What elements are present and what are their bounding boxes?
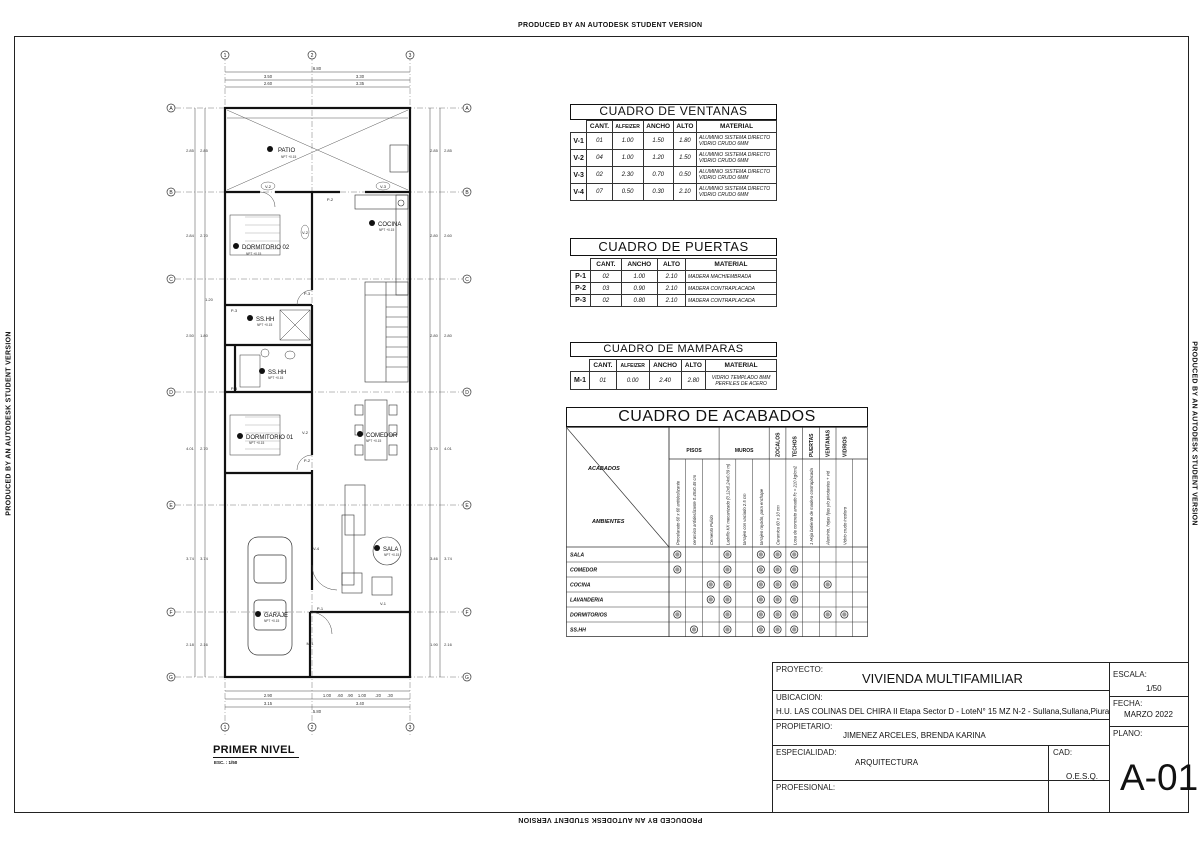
acabados-group-zocalos: ZOCALOS: [775, 432, 782, 457]
acabados-mark-fill: [792, 627, 796, 631]
floor-plan: [150, 45, 485, 745]
acabados-group-puertas: PUERTAS: [808, 433, 815, 457]
plan-title: PRIMER NIVEL: [213, 744, 299, 758]
propietario-value: JIMENEZ ARCELES, BRENDA KARINA: [843, 731, 986, 740]
tag-v2-b: V-2: [301, 230, 309, 235]
acabados-row-comedor: COMEDOR: [570, 567, 598, 574]
mamparas-title: CUADRO DE MAMPARAS: [570, 342, 777, 357]
axis-G-left: G: [169, 675, 173, 681]
acabados-mark-fill: [775, 597, 779, 601]
acabados-mark-fill: [792, 552, 796, 556]
axis-A-right: A: [465, 106, 469, 112]
puertas-h-ancho: ANCHO: [621, 259, 657, 271]
dim-bottom-c: .60: [337, 693, 343, 698]
axis-1-top: 1: [223, 53, 227, 59]
room-comedor: COMEDOR: [366, 433, 398, 439]
acabados-mark-fill: [775, 582, 779, 586]
watermark-top: PRODUCED BY AN AUTODESK STUDENT VERSION: [518, 22, 703, 29]
room-cocina: COCINA: [378, 222, 402, 228]
ventanas-h-material: MATERIAL: [697, 121, 777, 133]
acabados-title: CUADRO DE ACABADOS: [566, 407, 868, 427]
acabados-mark-fill: [725, 567, 729, 571]
dim-bottom-g: .30: [387, 693, 393, 698]
dim-leftin-2: 2.70: [200, 233, 208, 238]
ventanas-table: CANT. ALFEIZER ANCHO ALTO MATERIAL V-1 01 1.00 1.50 1.80 ALUMINIO SISTEMA DIRECTO VIDRIO CRUDO 6MM V-2 04 1.00 1.20 1.50 ALUMINIO SISTEMA DIRECTO VIDRIO CRUDO 6MM V-3 02 2.30 0.70 0.50 ALUMINIO SISTEMA DIRECTO VIDRIO CRUDO 6MM V-4 07 0.50 0.30 2.10 ALUMINIO SISTEMA DIRECTO VIDRIO CRUDO 6MM: [570, 120, 777, 201]
escala-value: 1/50: [1146, 684, 1162, 693]
acabados-sub-5: tarrajeo rayado, para enchape: [758, 488, 764, 545]
dim-left-1: 2.85: [186, 148, 194, 153]
dim-leftin-6: 3.74: [200, 556, 208, 561]
acabados-sub-8: 1 Hoja batiente de madera contraplacada: [808, 468, 814, 545]
acabados-mark-fill: [709, 597, 713, 601]
ventanas-title: CUADRO DE VENTANAS: [570, 104, 777, 120]
dim-left-5: 3.74: [186, 556, 194, 561]
axis-C-left: C: [169, 277, 173, 283]
acabados-sub-9: Aluminio, hojas fijas y/o pivotantes + vid: [825, 470, 831, 545]
dim-rightout-2: 2.60: [444, 233, 452, 238]
acabados-sub-0: Porcelanato 60 x 60 antideslizante: [675, 480, 681, 545]
npt-sshh-1: NPT +0.15: [257, 323, 273, 327]
watermark-left: PRODUCED BY AN AUTODESK STUDENT VERSION: [5, 331, 13, 516]
axis-3-bottom: 3: [408, 725, 412, 731]
dim-rightin-5: 3.46: [430, 556, 438, 561]
acabados-group-ventanas: VENTANAS: [825, 429, 832, 457]
ventanas-h-cant: CANT.: [587, 121, 612, 133]
acabados-mark-fill: [725, 582, 729, 586]
room-sala: SALA: [383, 547, 399, 553]
room-dormitorio-2: DORMITORIO 02: [242, 245, 290, 251]
room-garaje: GARAJE: [264, 613, 289, 619]
dim-bottom-d: .90: [347, 693, 353, 698]
dim-leftin-1: 2.85: [200, 148, 208, 153]
acabados-mark-fill: [725, 552, 729, 556]
acabados-mark-fill: [775, 567, 779, 571]
acabados-row-cocina: COCINA: [570, 582, 591, 589]
acabados-group-techos: TECHOS: [792, 436, 799, 457]
acabados-mark-fill: [675, 567, 679, 571]
dim-rightin-2: 2.80: [430, 233, 438, 238]
mamparas-table: CANT. ALFEIZER ANCHO ALTO MATERIAL M-1 01 0.00 2.40 2.80 VIDRIO TEMPLADO 8MM PERFILES DE ACERO: [570, 359, 777, 390]
npt-sala: NPT +0.15: [384, 553, 400, 557]
ventanas-code: V-4: [571, 184, 587, 201]
acabados-group-muros: MUROS: [734, 448, 754, 454]
axis-C-right: C: [465, 277, 469, 283]
acabados-mark-fill: [792, 597, 796, 601]
dim-leftin-5: 2.70: [200, 446, 208, 451]
acabados-sub-2: Cemento Pulido: [708, 515, 714, 545]
acabados-corner-top: ACABADOS: [588, 466, 620, 472]
npt-cocina: NPT +0.15: [379, 228, 395, 232]
room-sshh-2: SS.HH: [268, 370, 287, 376]
dim-bottom-b: 1.00: [322, 693, 332, 698]
acabados-mark-fill: [792, 612, 796, 616]
dim-left-4: 4.01: [186, 446, 194, 451]
axis-2-top: 2: [310, 53, 314, 59]
dim-top-a: 3.50: [263, 74, 273, 79]
plano-value: A-01: [1120, 757, 1199, 798]
tag-v1: V-1: [379, 601, 387, 606]
acabados-mark-fill: [725, 627, 729, 631]
acabados-sub-6: Ceramica 60 x 10 cm: [775, 505, 781, 545]
dim-bottom-a: 2.90: [263, 693, 273, 698]
acabados-mark-fill: [775, 627, 779, 631]
tag-p3-c: P-3: [230, 386, 238, 391]
axis-F-right: F: [465, 610, 469, 616]
acabados-mark-fill: [825, 582, 829, 586]
dim-left-6: 2.18: [186, 642, 194, 647]
ventanas-h-ancho: ANCHO: [643, 121, 673, 133]
acabados-mark-fill: [759, 552, 763, 556]
axis-D-right: D: [465, 390, 469, 396]
acabados-mark-fill: [775, 552, 779, 556]
dim-rightout-4: 4.01: [444, 446, 452, 451]
dim-rightout-3: 2.80: [444, 333, 452, 338]
dim-bottom-i: 3.40: [355, 701, 365, 706]
dim-leftin-3: 1.20: [205, 297, 213, 302]
watermark-bottom: PRODUCED BY AN AUTODESK STUDENT VERSION: [518, 816, 703, 823]
cad-label: CAD:: [1053, 748, 1073, 757]
puertas-h-alto: ALTO: [658, 259, 686, 271]
ventanas-code: V-3: [571, 167, 587, 184]
tag-v2-a: V-2: [264, 184, 272, 189]
fecha-label: FECHA:: [1113, 699, 1143, 708]
ubicacion-value: H.U. LAS COLINAS DEL CHIRA II Etapa Sector D - LoteN° 15 MZ N-2 - Sullana,Sullana,Piura: [776, 707, 1110, 716]
dim-top-total: 6.80: [312, 66, 322, 71]
axis-G-right: G: [465, 675, 469, 681]
npt-sshh-2: NPT +0.15: [268, 376, 284, 380]
acabados-mark-fill: [759, 597, 763, 601]
dim-top-c: 2.60: [263, 81, 273, 86]
dim-rightin-1: 2.85: [430, 148, 438, 153]
acabados-matrix: [566, 427, 868, 637]
proyecto-label: PROYECTO:: [776, 665, 823, 674]
tag-p2-a: P-2: [326, 197, 334, 202]
axis-D-left: D: [169, 390, 173, 396]
plano-label: PLANO:: [1113, 729, 1143, 738]
room-dormitorio-1: DORMITORIO 01: [246, 435, 294, 441]
acabados-row-dormitorios: DORMITORIOS: [570, 612, 608, 619]
tag-m1: M-1: [306, 641, 314, 646]
dim-bottom-f: .20: [375, 693, 381, 698]
propietario-label: PROPIETARIO:: [776, 722, 833, 731]
dim-left-2: 2.84: [186, 233, 194, 238]
axis-A-left: A: [169, 106, 173, 112]
axis-F-left: F: [169, 610, 173, 616]
acabados-sub-3: Ladrillo KK mecanizado (0.12x0.24x0.09 m): [725, 463, 731, 545]
cad-value: O.E.S.Q.: [1066, 772, 1099, 781]
acabados-sub-7: Losa de concreto armado f'c = 210 kg/cm2: [792, 465, 798, 545]
acabados-group-vidrios: VIDRIOS: [842, 436, 849, 457]
acabados-sub-10: Vidrio crudo incoloro: [842, 506, 848, 545]
acabados-mark-fill: [842, 612, 846, 616]
npt-garaje: NPT +0.15: [264, 619, 280, 623]
tag-p2-b: P-2: [303, 458, 311, 463]
acabados-mark-fill: [825, 612, 829, 616]
dim-rightout-1: 2.85: [444, 148, 452, 153]
ventanas-h-alfeizer: ALFEIZER: [612, 121, 643, 133]
puertas-h-material: MATERIAL: [685, 259, 776, 271]
acabados-sub-1: ceramico antideslizante 0.45x0.45 cm: [692, 474, 698, 545]
especialidad-value: ARQUITECTURA: [855, 758, 919, 767]
acabados-mark-fill: [792, 567, 796, 571]
acabados-mark-fill: [775, 612, 779, 616]
tag-p1: P-1: [316, 606, 324, 611]
tag-v3: V-3: [379, 184, 387, 189]
acabados-row-sala: SALA: [570, 552, 585, 559]
dim-left-3: 2.50: [186, 333, 194, 338]
dim-rightin-4: 3.70: [430, 446, 438, 451]
acabados-mark-fill: [759, 567, 763, 571]
acabados-mark-fill: [675, 612, 679, 616]
dim-leftin-4: 1.80: [200, 333, 208, 338]
acabados-row-sshh: SS.HH: [570, 627, 586, 634]
acabados-corner-bottom: AMBIENTES: [592, 519, 625, 525]
escala-label: ESCALA:: [1113, 670, 1147, 679]
dim-leftin-7: 2.16: [200, 642, 208, 647]
profesional-label: PROFESIONAL:: [776, 783, 836, 792]
room-patio: PATIO: [278, 148, 296, 154]
dim-rightout-5: 3.74: [444, 556, 452, 561]
axis-B-right: B: [465, 190, 469, 196]
npt-dormitorio-1: NPT +0.15: [249, 441, 265, 445]
dim-bottom-h: 3.15: [263, 701, 273, 706]
plan-scale: ESC. : 1/50: [214, 760, 238, 765]
axis-1-bottom: 1: [223, 725, 227, 731]
puertas-table: CANT. ANCHO ALTO MATERIAL P-1 02 1.00 2.10 MADERA MACHIEMBRADA P-2 03 0.90 2.10 MADERA CONTRAPLACADA P-3 02 0.80 2.10 MADERA CONTRAPLACADA: [570, 258, 777, 307]
proyecto-value: VIVIENDA MULTIFAMILIAR: [862, 671, 1023, 686]
ventanas-code: V-1: [571, 133, 587, 150]
acabados-mark-fill: [709, 582, 713, 586]
acabados-mark-fill: [725, 597, 729, 601]
dim-rightin-6: 1.90: [430, 642, 438, 647]
axis-E-left: E: [169, 503, 173, 509]
acabados-group-pisos: PISOS: [686, 448, 702, 454]
tag-v4: V-4: [312, 546, 320, 551]
acabados-mark-fill: [759, 612, 763, 616]
ubicacion-label: UBICACION:: [776, 693, 823, 702]
dim-top-d: 3.35: [355, 81, 365, 86]
ventanas-h-alto: ALTO: [673, 121, 696, 133]
axis-B-left: B: [169, 190, 173, 196]
acabados-mark-fill: [675, 552, 679, 556]
acabados-mark-fill: [725, 612, 729, 616]
npt-dormitorio-2: NPT +0.15: [246, 252, 262, 256]
tag-p3-a: P-3: [303, 291, 311, 296]
room-sshh-1: SS.HH: [256, 317, 275, 323]
dim-top-b: 3.30: [355, 74, 365, 79]
acabados-mark-fill: [759, 627, 763, 631]
axis-E-right: E: [465, 503, 469, 509]
acabados-mark-fill: [792, 582, 796, 586]
fecha-value: MARZO 2022: [1124, 710, 1173, 719]
tag-v2-c: V-2: [301, 430, 309, 435]
ventanas-code: V-2: [571, 150, 587, 167]
puertas-h-cant: CANT.: [591, 259, 622, 271]
dim-rightin-3: 2.80: [430, 333, 438, 338]
dim-bottom-total: 5.80: [312, 709, 322, 714]
axis-3-top: 3: [408, 53, 412, 59]
puertas-title: CUADRO DE PUERTAS: [570, 238, 777, 256]
npt-comedor: NPT +0.15: [366, 439, 382, 443]
dim-bottom-e: 1.00: [357, 693, 367, 698]
acabados-mark-fill: [759, 582, 763, 586]
watermark-right: PRODUCED BY AN AUTODESK STUDENT VERSION: [1190, 341, 1198, 526]
tag-p3-b: P-3: [230, 308, 238, 313]
especialidad-label: ESPECIALIDAD:: [776, 748, 837, 757]
acabados-row-lavanderia: LAVANDERIA: [570, 597, 604, 604]
axis-2-bottom: 2: [310, 725, 314, 731]
dim-rightout-6: 2.16: [444, 642, 452, 647]
npt-patio: NPT +0.15: [281, 155, 297, 159]
acabados-mark-fill: [692, 627, 696, 631]
acabados-sub-4: tarrajeo con vaciado 2.5 cm: [742, 493, 748, 545]
